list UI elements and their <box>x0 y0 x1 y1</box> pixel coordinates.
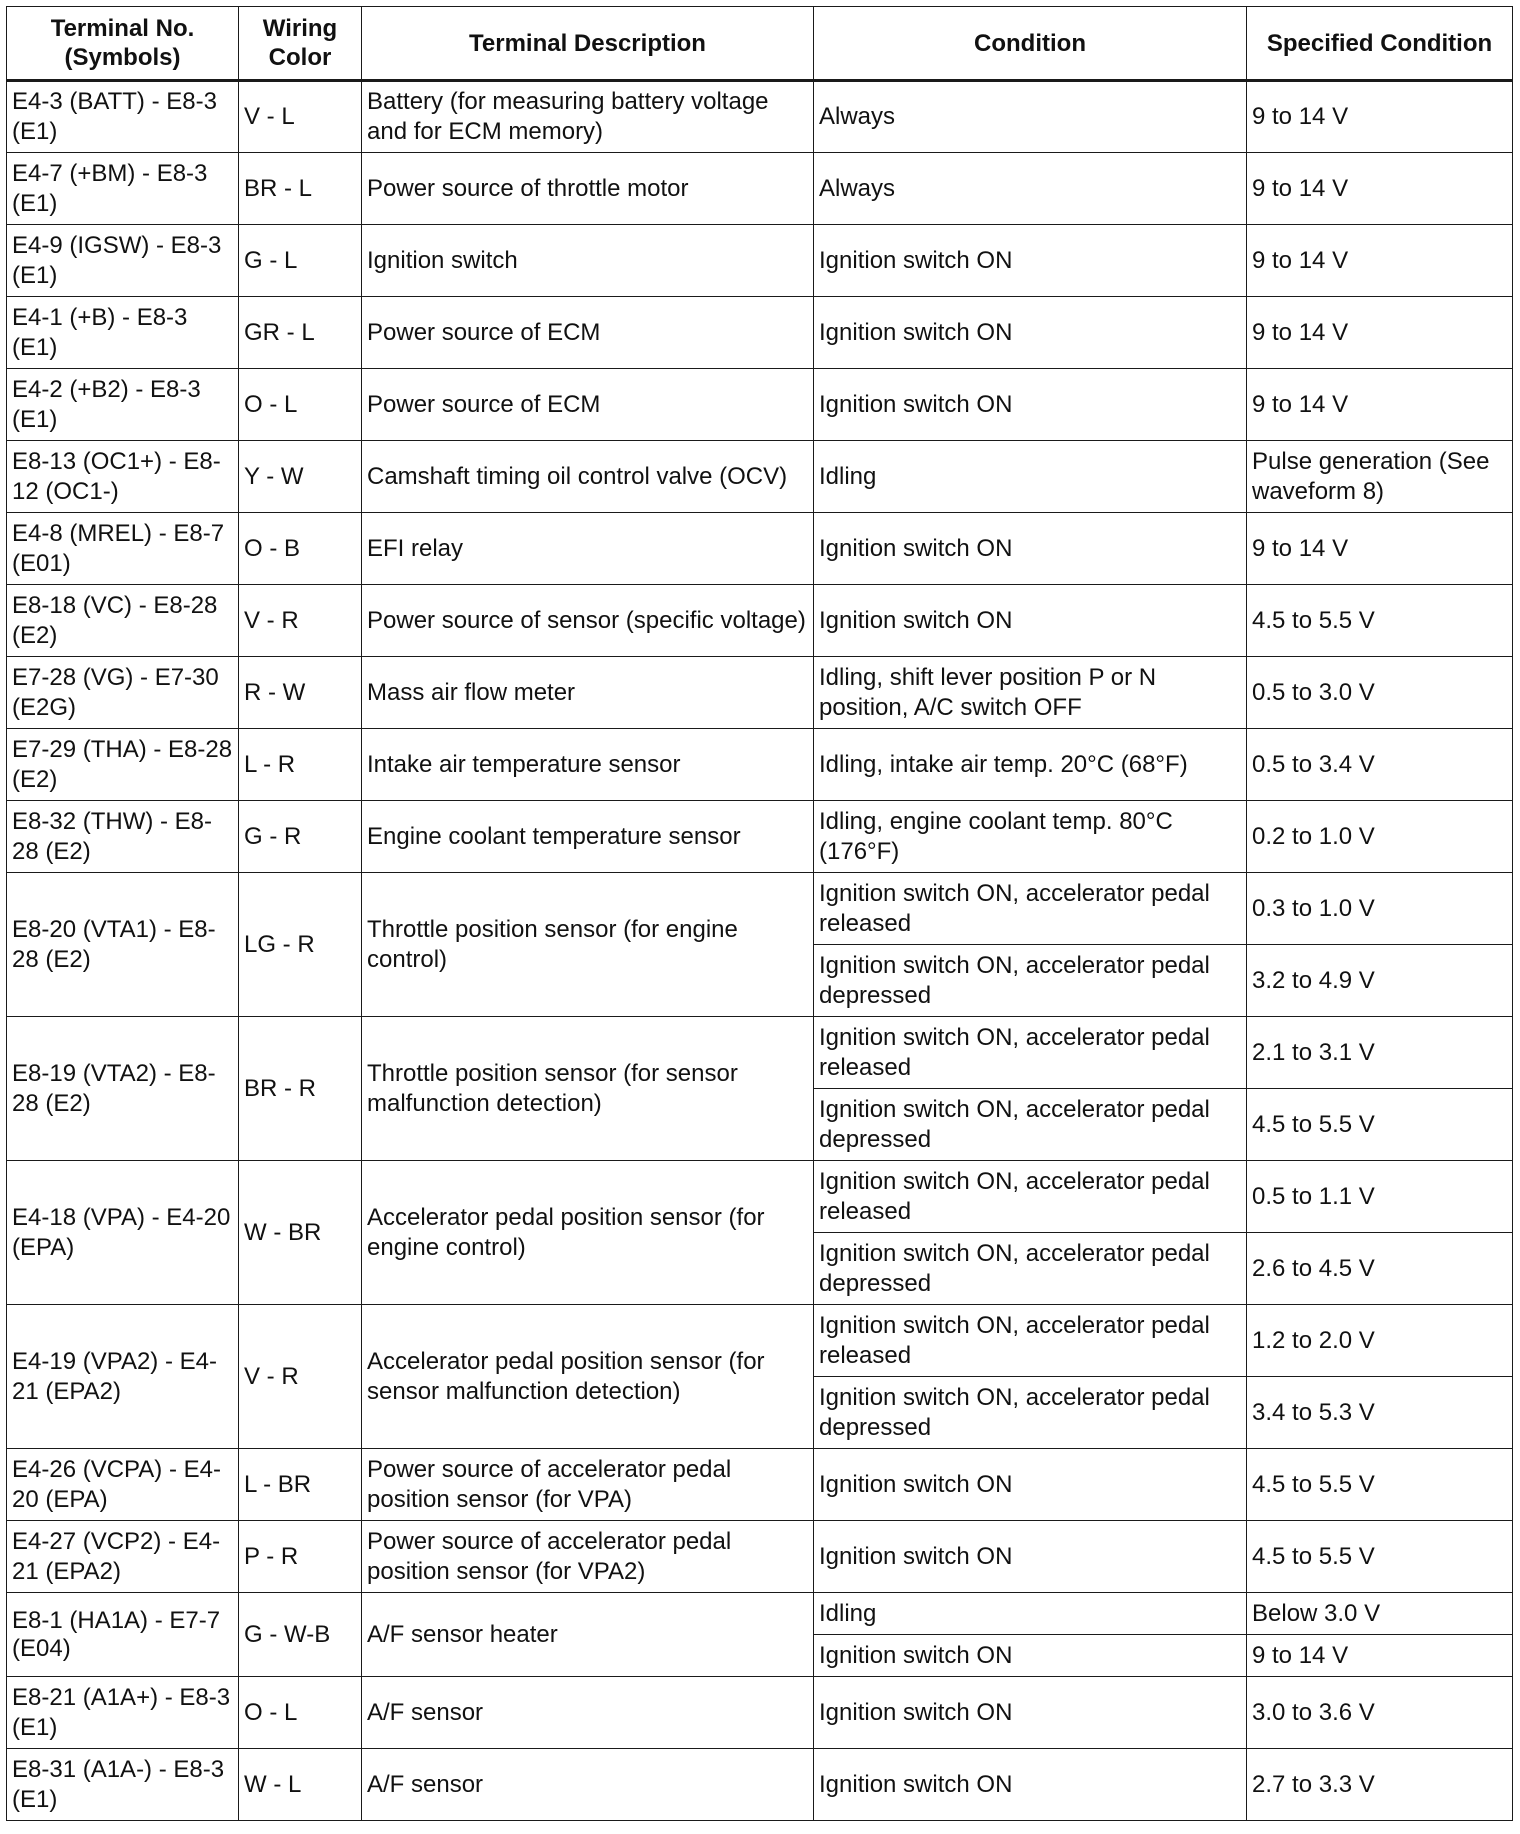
cell-terminal: E8-20 (VTA1) - E8-28 (E2) <box>7 873 239 1017</box>
table-row <box>7 1161 1513 1233</box>
cell-specified: 4.5 to 5.5 V <box>1247 1089 1513 1161</box>
cell-wiring: V - R <box>239 1305 362 1449</box>
cell-terminal: E4-27 (VCP2) - E4-21 (EPA2) <box>7 1521 239 1593</box>
cell-specified: 0.5 to 3.4 V <box>1247 729 1513 801</box>
cell-condition: Ignition switch ON <box>814 513 1247 585</box>
cell-condition: Ignition switch ON <box>814 369 1247 441</box>
cell-wiring: GR - L <box>239 297 362 369</box>
table-body <box>7 81 1513 1821</box>
cell-terminal: E8-13 (OC1+) - E8-12 (OC1-) <box>7 441 239 513</box>
cell-description: EFI relay <box>362 513 814 585</box>
cell-condition: Ignition switch ON <box>814 1749 1247 1821</box>
cell-condition: Always <box>814 153 1247 225</box>
cell-wiring: LG - R <box>239 873 362 1017</box>
cell-wiring: O - B <box>239 513 362 585</box>
cell-description: Throttle position sensor (for engine control) <box>362 873 814 1017</box>
cell-description: Power source of ECM <box>362 369 814 441</box>
cell-wiring: L - R <box>239 729 362 801</box>
cell-wiring: G - R <box>239 801 362 873</box>
table-row <box>7 585 1513 657</box>
cell-description: Power source of accelerator pedal position sensor (for VPA) <box>362 1449 814 1521</box>
cell-description: Intake air temperature sensor <box>362 729 814 801</box>
cell-specified: 9 to 14 V <box>1247 153 1513 225</box>
cell-terminal: E8-19 (VTA2) - E8-28 (E2) <box>7 1017 239 1161</box>
table-row <box>7 729 1513 801</box>
table-row <box>7 1593 1513 1635</box>
cell-wiring: BR - L <box>239 153 362 225</box>
table-row <box>7 369 1513 441</box>
cell-wiring: L - BR <box>239 1449 362 1521</box>
cell-condition: Ignition switch ON, accelerator pedal released <box>814 1305 1247 1377</box>
cell-specified: 9 to 14 V <box>1247 297 1513 369</box>
cell-condition: Ignition switch ON <box>814 585 1247 657</box>
table-row <box>7 153 1513 225</box>
cell-wiring: Y - W <box>239 441 362 513</box>
cell-terminal: E4-18 (VPA) - E4-20 (EPA) <box>7 1161 239 1305</box>
table-row <box>7 657 1513 729</box>
table-row <box>7 873 1513 945</box>
cell-terminal: E8-1 (HA1A) - E7-7 (E04) <box>7 1593 239 1677</box>
cell-condition: Ignition switch ON <box>814 225 1247 297</box>
cell-specified: 3.4 to 5.3 V <box>1247 1377 1513 1449</box>
header-row <box>7 7 1513 81</box>
cell-wiring: O - L <box>239 369 362 441</box>
cell-condition: Idling, engine coolant temp. 80°C (176°F) <box>814 801 1247 873</box>
cell-specified: 9 to 14 V <box>1247 81 1513 153</box>
cell-description: Accelerator pedal position sensor (for engine control) <box>362 1161 814 1305</box>
cell-terminal: E7-29 (THA) - E8-28 (E2) <box>7 729 239 801</box>
header-condition: Condition <box>814 7 1247 81</box>
cell-specified: 2.6 to 4.5 V <box>1247 1233 1513 1305</box>
header-specified: Specified Condition <box>1247 7 1513 81</box>
cell-wiring: V - L <box>239 81 362 153</box>
header-wiring-line2: Color <box>268 44 332 71</box>
cell-terminal: E8-32 (THW) - E8-28 (E2) <box>7 801 239 873</box>
cell-condition: Ignition switch ON <box>814 1521 1247 1593</box>
cell-description: Power source of throttle motor <box>362 153 814 225</box>
cell-wiring: R - W <box>239 657 362 729</box>
cell-description: Camshaft timing oil control valve (OCV) <box>362 441 814 513</box>
cell-specified: 3.0 to 3.6 V <box>1247 1677 1513 1749</box>
cell-terminal: E4-9 (IGSW) - E8-3 (E1) <box>7 225 239 297</box>
cell-specified: 1.2 to 2.0 V <box>1247 1305 1513 1377</box>
cell-description: A/F sensor <box>362 1677 814 1749</box>
table-row <box>7 1677 1513 1749</box>
cell-specified: 9 to 14 V <box>1247 225 1513 297</box>
cell-description: Power source of accelerator pedal position sensor (for VPA2) <box>362 1521 814 1593</box>
header-terminal-line1: Terminal No. <box>50 15 195 42</box>
cell-terminal: E4-1 (+B) - E8-3 (E1) <box>7 297 239 369</box>
cell-specified: 2.1 to 3.1 V <box>1247 1017 1513 1089</box>
cell-condition: Ignition switch ON <box>814 1635 1247 1677</box>
table-row <box>7 1017 1513 1089</box>
cell-terminal: E4-26 (VCPA) - E4-20 (EPA) <box>7 1449 239 1521</box>
table-row <box>7 513 1513 585</box>
cell-specified: 4.5 to 5.5 V <box>1247 585 1513 657</box>
table-row <box>7 1305 1513 1377</box>
cell-specified: 9 to 14 V <box>1247 513 1513 585</box>
header-wiring-line1: Wiring <box>262 15 338 42</box>
cell-description: A/F sensor <box>362 1749 814 1821</box>
cell-wiring: W - L <box>239 1749 362 1821</box>
cell-condition: Ignition switch ON <box>814 297 1247 369</box>
cell-wiring: W - BR <box>239 1161 362 1305</box>
header-terminal-line2: (Symbols) <box>64 44 181 71</box>
cell-wiring: P - R <box>239 1521 362 1593</box>
cell-terminal: E7-28 (VG) - E7-30 (E2G) <box>7 657 239 729</box>
cell-wiring: G - L <box>239 225 362 297</box>
cell-wiring: BR - R <box>239 1017 362 1161</box>
terminal-table-sheet <box>6 6 1512 1821</box>
cell-condition: Ignition switch ON, accelerator pedal released <box>814 1017 1247 1089</box>
cell-condition: Ignition switch ON, accelerator pedal depressed <box>814 1377 1247 1449</box>
cell-specified: 9 to 14 V <box>1247 369 1513 441</box>
cell-condition: Idling, shift lever position P or N position, A/C switch OFF <box>814 657 1247 729</box>
cell-condition: Ignition switch ON, accelerator pedal depressed <box>814 1233 1247 1305</box>
cell-wiring: O - L <box>239 1677 362 1749</box>
cell-specified: 0.2 to 1.0 V <box>1247 801 1513 873</box>
cell-description: Engine coolant temperature sensor <box>362 801 814 873</box>
ecm-terminal-table <box>6 6 1513 1821</box>
cell-description: Accelerator pedal position sensor (for sensor malfunction detection) <box>362 1305 814 1449</box>
cell-condition: Ignition switch ON, accelerator pedal depressed <box>814 945 1247 1017</box>
table-row <box>7 1521 1513 1593</box>
cell-condition: Idling, intake air temp. 20°C (68°F) <box>814 729 1247 801</box>
table-row <box>7 81 1513 153</box>
cell-specified: Below 3.0 V <box>1247 1593 1513 1635</box>
cell-terminal: E4-3 (BATT) - E8-3 (E1) <box>7 81 239 153</box>
header-description: Terminal Description <box>362 7 814 81</box>
cell-specified: 0.5 to 1.1 V <box>1247 1161 1513 1233</box>
cell-specified: 4.5 to 5.5 V <box>1247 1521 1513 1593</box>
cell-description: Ignition switch <box>362 225 814 297</box>
cell-wiring: V - R <box>239 585 362 657</box>
cell-specified: 9 to 14 V <box>1247 1635 1513 1677</box>
cell-description: A/F sensor heater <box>362 1593 814 1677</box>
cell-condition: Always <box>814 81 1247 153</box>
cell-description: Mass air flow meter <box>362 657 814 729</box>
table-row <box>7 441 1513 513</box>
cell-terminal: E4-8 (MREL) - E8-7 (E01) <box>7 513 239 585</box>
header-terminal <box>7 7 239 81</box>
table-row <box>7 1749 1513 1821</box>
table-row <box>7 225 1513 297</box>
cell-condition: Ignition switch ON, accelerator pedal released <box>814 1161 1247 1233</box>
cell-description: Throttle position sensor (for sensor malfunction detection) <box>362 1017 814 1161</box>
cell-specified: 2.7 to 3.3 V <box>1247 1749 1513 1821</box>
cell-description: Power source of sensor (specific voltage) <box>362 585 814 657</box>
cell-condition: Idling <box>814 1593 1247 1635</box>
cell-specified: 0.3 to 1.0 V <box>1247 873 1513 945</box>
table-row <box>7 801 1513 873</box>
cell-condition: Ignition switch ON <box>814 1449 1247 1521</box>
cell-condition: Ignition switch ON, accelerator pedal depressed <box>814 1089 1247 1161</box>
cell-terminal: E8-21 (A1A+) - E8-3 (E1) <box>7 1677 239 1749</box>
cell-description: Power source of ECM <box>362 297 814 369</box>
cell-specified: 0.5 to 3.0 V <box>1247 657 1513 729</box>
cell-terminal: E4-7 (+BM) - E8-3 (E1) <box>7 153 239 225</box>
header-wiring <box>239 7 362 81</box>
cell-terminal: E8-18 (VC) - E8-28 (E2) <box>7 585 239 657</box>
cell-condition: Ignition switch ON <box>814 1677 1247 1749</box>
cell-description: Battery (for measuring battery voltage and for ECM memory) <box>362 81 814 153</box>
cell-specified: 4.5 to 5.5 V <box>1247 1449 1513 1521</box>
cell-terminal: E4-19 (VPA2) - E4-21 (EPA2) <box>7 1305 239 1449</box>
cell-specified: 3.2 to 4.9 V <box>1247 945 1513 1017</box>
cell-terminal: E4-2 (+B2) - E8-3 (E1) <box>7 369 239 441</box>
cell-terminal: E8-31 (A1A-) - E8-3 (E1) <box>7 1749 239 1821</box>
cell-condition: Ignition switch ON, accelerator pedal released <box>814 873 1247 945</box>
cell-condition: Idling <box>814 441 1247 513</box>
cell-wiring: G - W-B <box>239 1593 362 1677</box>
table-row <box>7 297 1513 369</box>
table-row <box>7 1449 1513 1521</box>
cell-specified: Pulse generation (See waveform 8) <box>1247 441 1513 513</box>
